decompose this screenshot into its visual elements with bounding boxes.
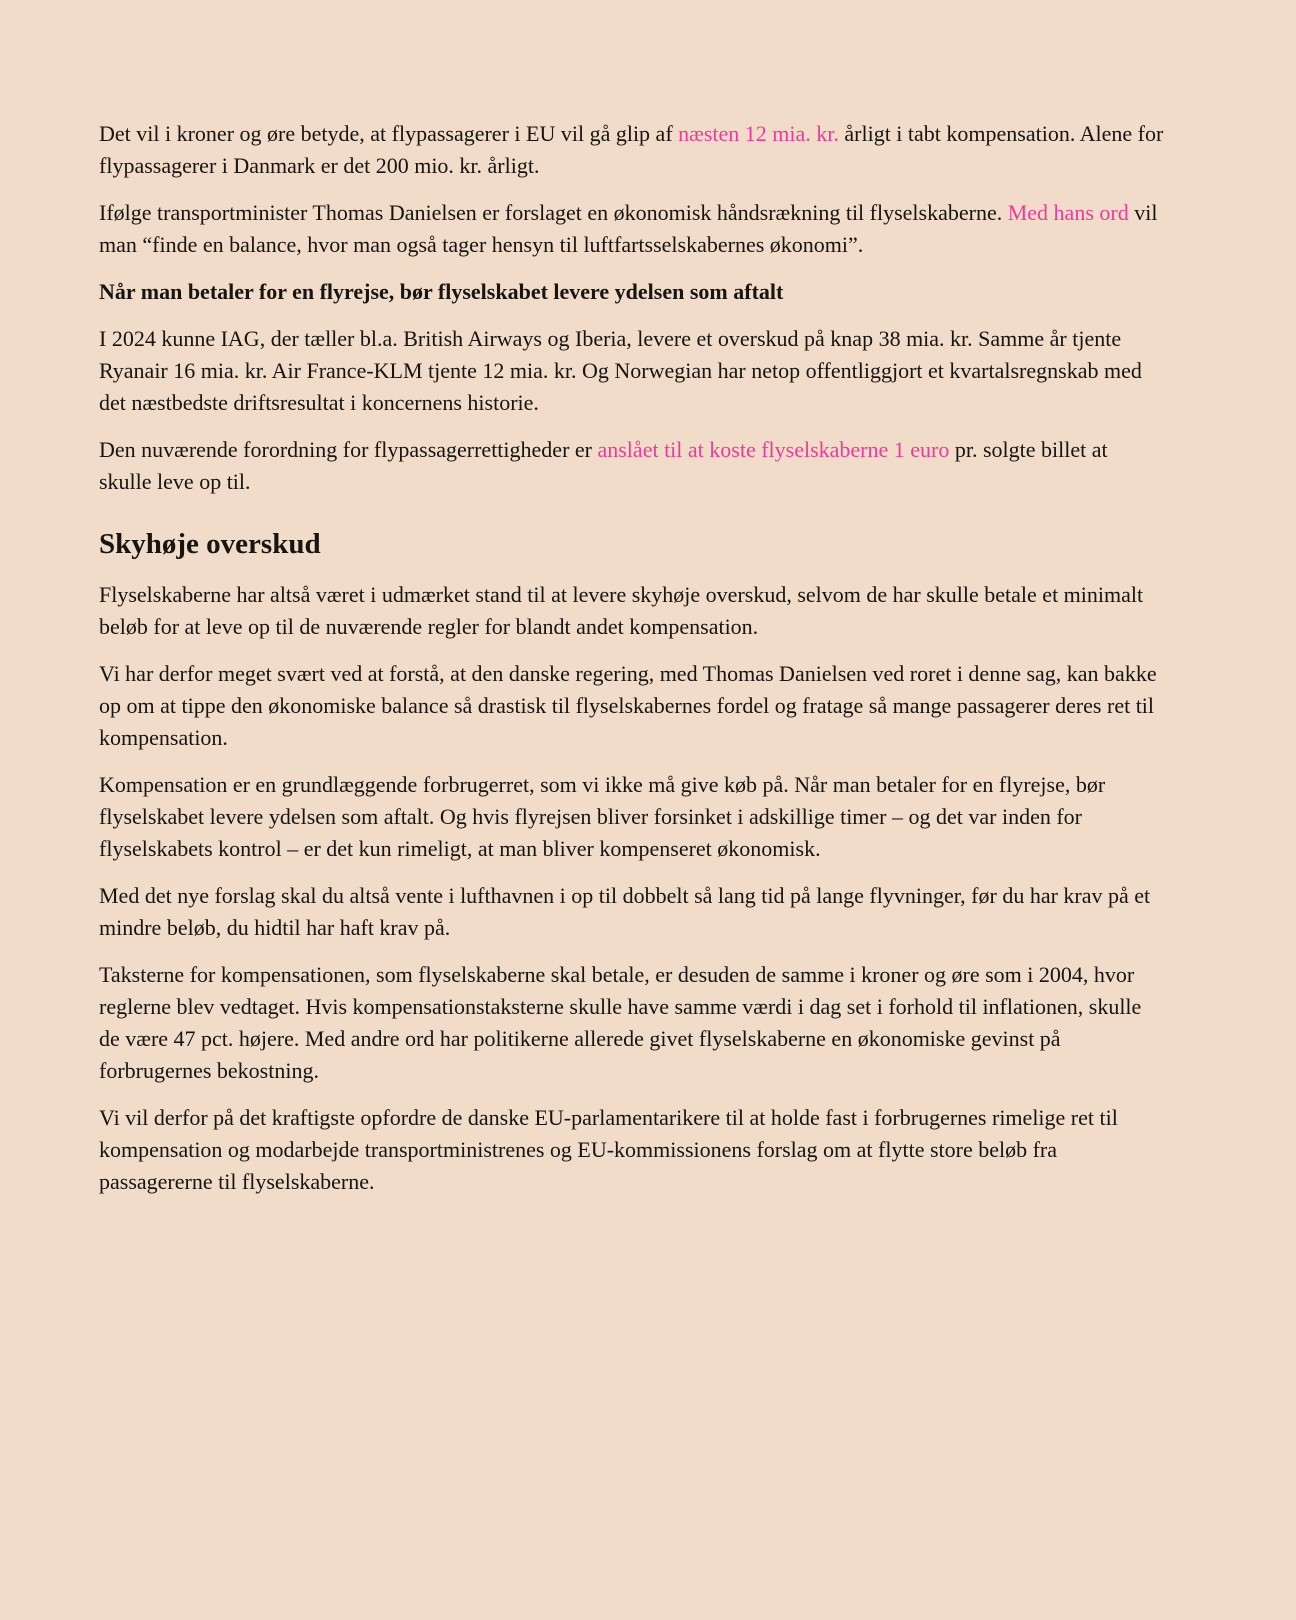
paragraph-text: vil man “finde en balance, hvor man også tager hensyn til luftfartsselskabernes økonomi”. [99, 200, 1158, 257]
paragraph [99, 880, 1165, 944]
paragraph-text: Kompensation er en grundlæggende forbrugerret, som vi ikke må give køb på. Når man betaler for en flyrejse, bør flyselskabet levere ydelsen som aftalt. Og hvis flyrejsen bliver forsinket i adskillige timer – og det var inden for flyselskabets kontrol – er det kun rimeligt, at man bliver kompenseret økonomisk. [99, 772, 1106, 861]
paragraph-text: Med det nye forslag skal du altså vente i lufthavnen i op til dobbelt så lang tid på lange flyvninger, før du har krav på et mindre beløb, du hidtil har haft krav på. [99, 883, 1151, 940]
paragraph-text: Vi har derfor meget svært ved at forstå, at den danske regering, med Thomas Danielsen ved roret i denne sag, kan bakke op om at tippe den økonomiske balance så drastisk til flyselskabernes fordel og fratage så mange passagerer deres ret til kompensation. [99, 661, 1157, 750]
paragraph-text: Vi vil derfor på det kraftigste opfordre de danske EU-parlamentarikere til at holde fast i forbrugernes rimelige ret til kompensation og modarbejde transportministrenes og EU-kommissionens forslag om at flytte store beløb fra passagererne til flyselskaberne. [99, 1105, 1118, 1194]
paragraph [99, 197, 1165, 261]
paragraph [99, 118, 1165, 182]
paragraph-text: pr. solgte billet at skulle leve op til. [99, 437, 1108, 494]
paragraph-text: Det vil i kroner og øre betyde, at flypassagerer i EU vil gå glip af [99, 121, 679, 146]
paragraph-text: Taksterne for kompensationen, som flyselskaberne skal betale, er desuden de samme i kroner og øre som i 2004, hvor reglerne blev vedtaget. Hvis kompensationstaksterne skulle have samme værdi i dag set i forhold til inflationen, skulle de være 47 pct. højere. Med andre ord har politikerne allerede givet flyselskaberne en økonomiske gevinst på forbrugernes bekostning. [99, 962, 1142, 1083]
paragraph [99, 1102, 1165, 1198]
article-body [99, 118, 1165, 1213]
paragraph-text: årligt i tabt kompensation. Alene for flypassagerer i Danmark er det 200 mio. kr. årligt. [99, 121, 1164, 178]
paragraph-text: Flyselskaberne har altså været i udmærket stand til at levere skyhøje overskud, selvom de har skulle betale et minimalt beløb for at leve op til de nuværende regler for blandt andet kompensation. [99, 582, 1144, 639]
section-subheading: Når man betaler for en flyrejse, bør flyselskabet levere ydelsen som aftalt [99, 279, 784, 304]
inline-link[interactable]: anslået til at koste flyselskaberne 1 euro [597, 437, 950, 462]
paragraph [99, 579, 1165, 643]
paragraph [99, 323, 1165, 419]
inline-link[interactable]: næsten 12 mia. kr. [678, 121, 839, 146]
paragraph [99, 959, 1165, 1087]
paragraph-text: Den nuværende forordning for flypassagerrettigheder er [99, 437, 598, 462]
paragraph [99, 769, 1165, 865]
paragraph-text: I 2024 kunne IAG, der tæller bl.a. British Airways og Iberia, levere et overskud på knap 38 mia. kr. Samme år tjente Ryanair 16 mia. kr. Air France-KLM tjente 12 mia. kr. Og Norwegian har netop offentliggjort et kvartalsregnskab med det næstbedste driftsresultat i koncernens historie. [99, 326, 1142, 415]
paragraph [99, 658, 1165, 754]
inline-link[interactable]: Med hans ord [1007, 200, 1129, 225]
section-heading: Skyhøje overskud [99, 528, 321, 560]
paragraph [99, 434, 1165, 498]
paragraph-text: Ifølge transportminister Thomas Danielsen er forslaget en økonomisk håndsrækning til flyselskaberne. [99, 200, 1008, 225]
